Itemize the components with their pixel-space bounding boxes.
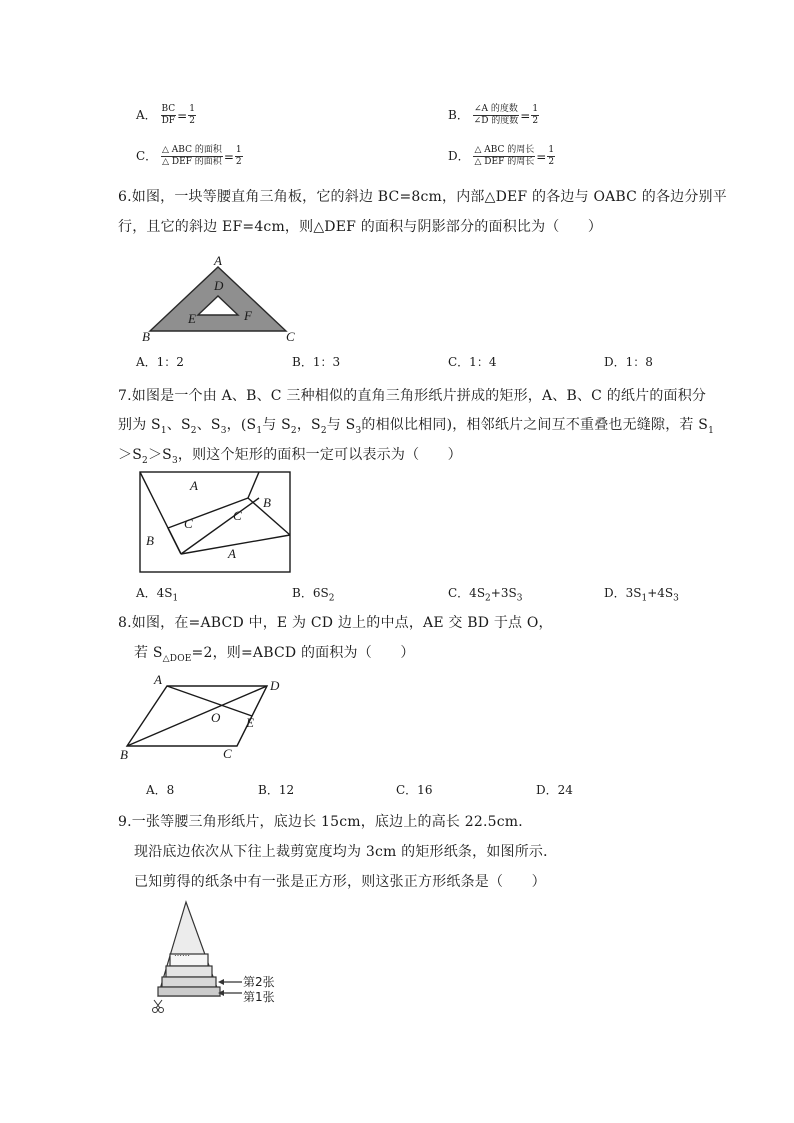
q5-option-a bbox=[136, 104, 196, 127]
scissors-icon bbox=[153, 1000, 164, 1013]
label-f: F bbox=[244, 308, 252, 323]
sub: 2 bbox=[485, 593, 491, 604]
q7-option-b bbox=[292, 584, 334, 603]
label-c-left: C bbox=[184, 516, 193, 531]
sub: 1 bbox=[708, 425, 715, 436]
strip bbox=[166, 966, 212, 977]
equals: = bbox=[177, 108, 188, 123]
label-c: C bbox=[223, 746, 232, 761]
text: ，则这个矩形的面积一定可以表示为（ ） bbox=[177, 447, 462, 463]
label-a-top: A bbox=[190, 478, 198, 493]
option-letter: B． bbox=[448, 108, 469, 122]
text: 的相似比相同)，相邻纸片之间互不重叠也无缝隙，若 S bbox=[361, 417, 709, 433]
text: B．6S bbox=[292, 586, 329, 600]
text: ＞S bbox=[147, 447, 172, 463]
label-a: A bbox=[214, 255, 222, 268]
fraction bbox=[473, 145, 535, 168]
label-c-right: C bbox=[233, 508, 242, 523]
frac-num: BC bbox=[161, 104, 176, 114]
text: C．4S bbox=[448, 586, 486, 600]
text: +3S bbox=[490, 586, 517, 600]
line bbox=[168, 528, 181, 554]
fraction bbox=[161, 104, 177, 127]
sub: 1 bbox=[256, 425, 263, 436]
q9-stem-line2: 现沿底边依次从下往上裁剪宽度均为 3cm 的矩形纸条，如图所示． bbox=[134, 844, 558, 860]
label-d: D bbox=[270, 678, 280, 693]
fraction bbox=[547, 145, 555, 168]
shaded-triangle bbox=[150, 267, 286, 331]
sub: 2 bbox=[328, 593, 335, 604]
sub: 1 bbox=[160, 425, 167, 436]
q6-triangle-figure bbox=[140, 255, 300, 345]
line bbox=[248, 472, 259, 498]
q5-option-c bbox=[136, 145, 243, 168]
sub: 2 bbox=[320, 425, 327, 436]
fraction bbox=[531, 104, 539, 127]
q7-option-a bbox=[136, 584, 178, 603]
text: =2，则=ABCD 的面积为（ ） bbox=[191, 645, 415, 661]
frac-num: △ ABC 的周长 bbox=[474, 145, 535, 155]
text: 与 S bbox=[262, 417, 291, 433]
q6-option-d: D．1：8 bbox=[604, 355, 653, 369]
frac-den: 2 bbox=[189, 116, 195, 126]
frac-den: △ DEF 的面积 bbox=[162, 157, 222, 167]
label-c: C bbox=[286, 329, 295, 344]
frac-num: △ ABC 的面积 bbox=[162, 145, 222, 155]
q5-option-b bbox=[448, 104, 539, 127]
text: D．3S bbox=[604, 586, 642, 600]
frac-den: 2 bbox=[235, 157, 242, 167]
equals: = bbox=[536, 149, 547, 164]
text: +4S bbox=[647, 586, 674, 600]
q8-option-b: B．12 bbox=[258, 783, 295, 797]
q6-option-b: B．1：3 bbox=[292, 355, 341, 369]
label-b-right: B bbox=[263, 495, 271, 510]
label-e: E bbox=[188, 311, 196, 326]
q6-stem-line1: 6.如图，一块等腰直角三角板，它的斜边 BC=8cm，内部△DEF 的各边与 OABC 的各边分别平 bbox=[118, 189, 727, 205]
label-o: O bbox=[211, 710, 221, 725]
q8-option-c: C．16 bbox=[396, 783, 433, 797]
q6-stem-line2: 行，且它的斜边 EF=4cm，则△DEF 的面积与阴影部分的面积比为（ ） bbox=[118, 219, 603, 235]
strip-2 bbox=[162, 977, 216, 987]
frac-num: 1 bbox=[235, 145, 242, 155]
frac-den: 2 bbox=[532, 116, 539, 126]
sub: 1 bbox=[641, 593, 648, 604]
text: 、S bbox=[166, 417, 191, 433]
scissors-loop bbox=[159, 1008, 164, 1013]
frac-num: 1 bbox=[189, 104, 195, 114]
sub: 3 bbox=[171, 455, 178, 466]
label-b-left: B bbox=[146, 533, 154, 548]
sub: 3 bbox=[220, 425, 227, 436]
sub: 2 bbox=[290, 425, 297, 436]
q9-triangle-strips-figure bbox=[145, 898, 295, 1018]
fraction bbox=[161, 145, 223, 168]
label-a: A bbox=[154, 672, 162, 687]
q6-option-a: A．1：2 bbox=[136, 355, 184, 369]
fraction bbox=[473, 104, 520, 127]
strip-1-label: 第1张 bbox=[243, 990, 275, 1004]
q8-option-a: A．8 bbox=[146, 783, 175, 797]
scissors-loop bbox=[153, 1008, 158, 1013]
q9-stem-line1: 9.一张等腰三角形纸片，底边长 15cm，底边上的高长 22.5cm． bbox=[118, 814, 533, 830]
q7-rectangle-figure bbox=[138, 470, 294, 576]
q7-option-c bbox=[448, 584, 522, 603]
frac-den: 2 bbox=[548, 157, 555, 167]
q8-option-d: D．24 bbox=[536, 783, 573, 797]
frac-num: 1 bbox=[548, 145, 555, 155]
sub: 1 bbox=[172, 593, 179, 604]
text: ＞S bbox=[118, 447, 142, 463]
q8-parallelogram-figure bbox=[115, 670, 295, 764]
sub: 2 bbox=[142, 455, 148, 466]
label-a-bottom: A bbox=[228, 546, 236, 561]
dots: …… bbox=[174, 949, 190, 958]
line-ae bbox=[167, 686, 252, 716]
equals: = bbox=[223, 149, 234, 164]
label-d: D bbox=[214, 278, 224, 293]
q8-stem-line2 bbox=[134, 638, 415, 674]
text: 别为 S bbox=[118, 417, 161, 433]
arrow-head-icon bbox=[218, 979, 224, 985]
option-letter: A． bbox=[136, 108, 157, 122]
text: 与 S bbox=[326, 417, 356, 433]
q7-stem-line1: 7.如图是一个由 A、B、C 三种相似的直角三角形纸片拼成的矩形，A、B、C 的纸片的面积分 bbox=[118, 388, 707, 404]
sub: 3 bbox=[516, 593, 523, 604]
q6-option-c: C．1：4 bbox=[448, 355, 497, 369]
line bbox=[181, 498, 259, 554]
option-letter: C． bbox=[136, 149, 158, 163]
label-b: B bbox=[142, 329, 150, 344]
rectangle-border bbox=[140, 472, 290, 572]
fraction bbox=[188, 104, 196, 127]
sub: 3 bbox=[673, 593, 679, 604]
frac-den: ∠D 的度数 bbox=[473, 116, 519, 126]
q5-option-d bbox=[448, 145, 555, 168]
label-b: B bbox=[120, 747, 128, 762]
text: ，(S bbox=[226, 417, 257, 433]
q9-stem-line3: 已知剪得的纸条中有一张是正方形，则这张正方形纸条是（ ） bbox=[134, 874, 546, 890]
q7-option-d bbox=[604, 584, 679, 603]
sub: 2 bbox=[190, 425, 197, 436]
fraction bbox=[235, 145, 243, 168]
frac-num: ∠A 的度数 bbox=[474, 104, 518, 114]
text: A．4S bbox=[136, 586, 173, 600]
sub: 3 bbox=[355, 425, 362, 436]
sub: △DOE bbox=[162, 653, 192, 664]
frac-num: 1 bbox=[532, 104, 539, 114]
frac-den: DF bbox=[161, 116, 176, 126]
frac-den: △ DEF 的周长 bbox=[474, 157, 535, 167]
strip-1 bbox=[158, 987, 220, 996]
label-e: E bbox=[246, 715, 254, 730]
text: 若 S bbox=[134, 645, 163, 661]
text: ，S bbox=[296, 417, 321, 433]
q8-stem-line1: 8.如图，在=ABCD 中，E 为 CD 边上的中点，AE 交 BD 于点 O， bbox=[118, 615, 553, 631]
option-letter: D． bbox=[448, 149, 470, 163]
strip-2-label: 第2张 bbox=[243, 975, 275, 989]
equals: = bbox=[520, 108, 531, 123]
text: 、S bbox=[196, 417, 221, 433]
